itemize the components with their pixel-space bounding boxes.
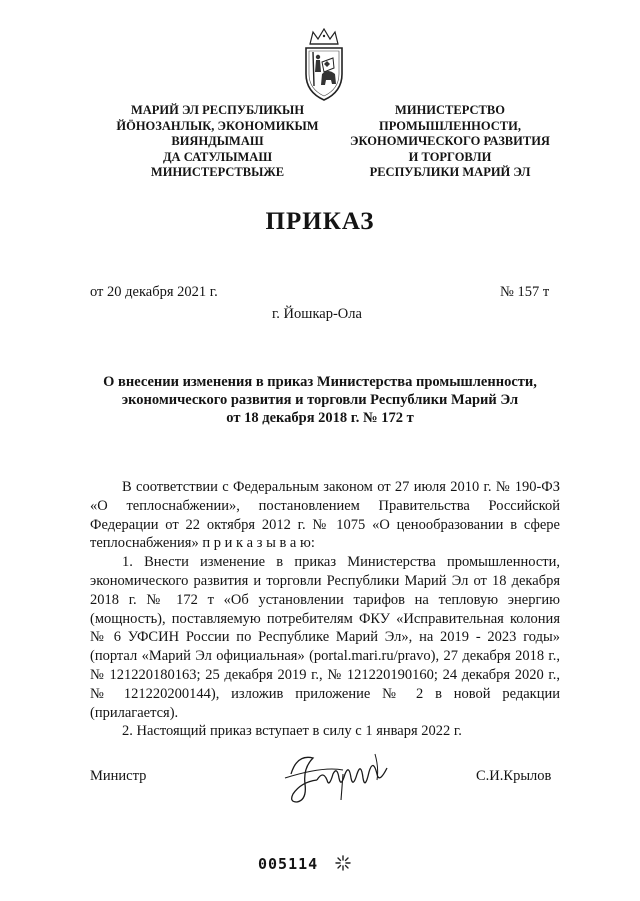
document-number: № 157 т <box>500 284 550 300</box>
signatory-role: Министр <box>90 768 147 784</box>
asterisk-stamp-icon <box>334 854 352 872</box>
header-left-line: МИНИСТЕРСТВЫЖЕ <box>150 165 285 179</box>
header-right-line: ЭКОНОМИЧЕСКОГО РАЗВИТИЯ <box>350 134 550 148</box>
subject-line: от 18 декабря 2018 г. № 172 т <box>226 410 414 426</box>
header-right-line: И ТОРГОВЛИ <box>408 149 492 164</box>
document-body <box>90 478 560 741</box>
handwritten-signature-icon <box>283 744 403 808</box>
header-right-line: МИНИСТЕРСТВО <box>395 103 505 117</box>
header-right-line: ПРОМЫШЛЕННОСТИ, <box>379 118 521 133</box>
body-paragraph-item-1: 1. Внести изменение в приказ Министерства промышленности, экономического развития и торговли Республики Марий Эл от 18 декабря 2018 г. № 172 т «Об установлении тарифов на тепловую энергию (мощность), поставляемую потребителям ФКУ «Исправительная колония № 6 УФСИН России по Республике Марий Эл», на 2019 - 2023 годы» (портал «Марий Эл официальная» (portal.mari.ru/pravo), 27 декабря 2018 г., № 121220180163; 25 декабря 2019 г., № 121220190160; 24 декабря 2020 г., № 121220200144), изложив приложение № 2 в новой редакции (прилагается). <box>90 554 560 721</box>
ministry-name-mari <box>110 103 325 181</box>
subject-line: экономического развития и торговли Республики Марий Эл <box>121 392 519 408</box>
document-subject <box>80 373 560 427</box>
header-left-line: ЙӦНОЗАНЛЫК, ЭКОНОМИКЫМ <box>116 118 319 133</box>
header-right-line: РЕСПУБЛИКИ МАРИЙ ЭЛ <box>369 165 531 179</box>
signatory-name: С.И.Крылов <box>476 768 552 784</box>
header-left-line: ДА САТУЛЫМАШ <box>162 149 273 164</box>
body-paragraph-item-2: 2. Настоящий приказ вступает в силу с 1 января 2022 г. <box>122 723 462 740</box>
document-serial-number: 005114 <box>258 855 319 873</box>
document-title: ПРИКАЗ <box>265 208 375 235</box>
coat-of-arms-icon <box>300 28 348 102</box>
subject-line: О внесении изменения в приказ Министерства промышленности, <box>103 374 537 390</box>
ministry-name-russian <box>340 103 560 181</box>
header-left-line: МАРИЙ ЭЛ РЕСПУБЛИКЫН <box>130 103 305 117</box>
header-left-line: ВИЯНДЫМАШ <box>171 134 264 148</box>
body-paragraph-preamble: В соответствии с Федеральным законом от 27 июля 2010 г. № 190-ФЗ «О теплоснабжении», постановлением Правительства Российской Федерации от 22 октября 2012 г. № 1075 «О ценообразовании в сфере теплоснабжения» п р и к а з ы в а ю: <box>90 479 560 552</box>
document-date: от 20 декабря 2021 г. <box>90 284 218 300</box>
document-city: г. Йошкар-Ола <box>272 306 362 322</box>
